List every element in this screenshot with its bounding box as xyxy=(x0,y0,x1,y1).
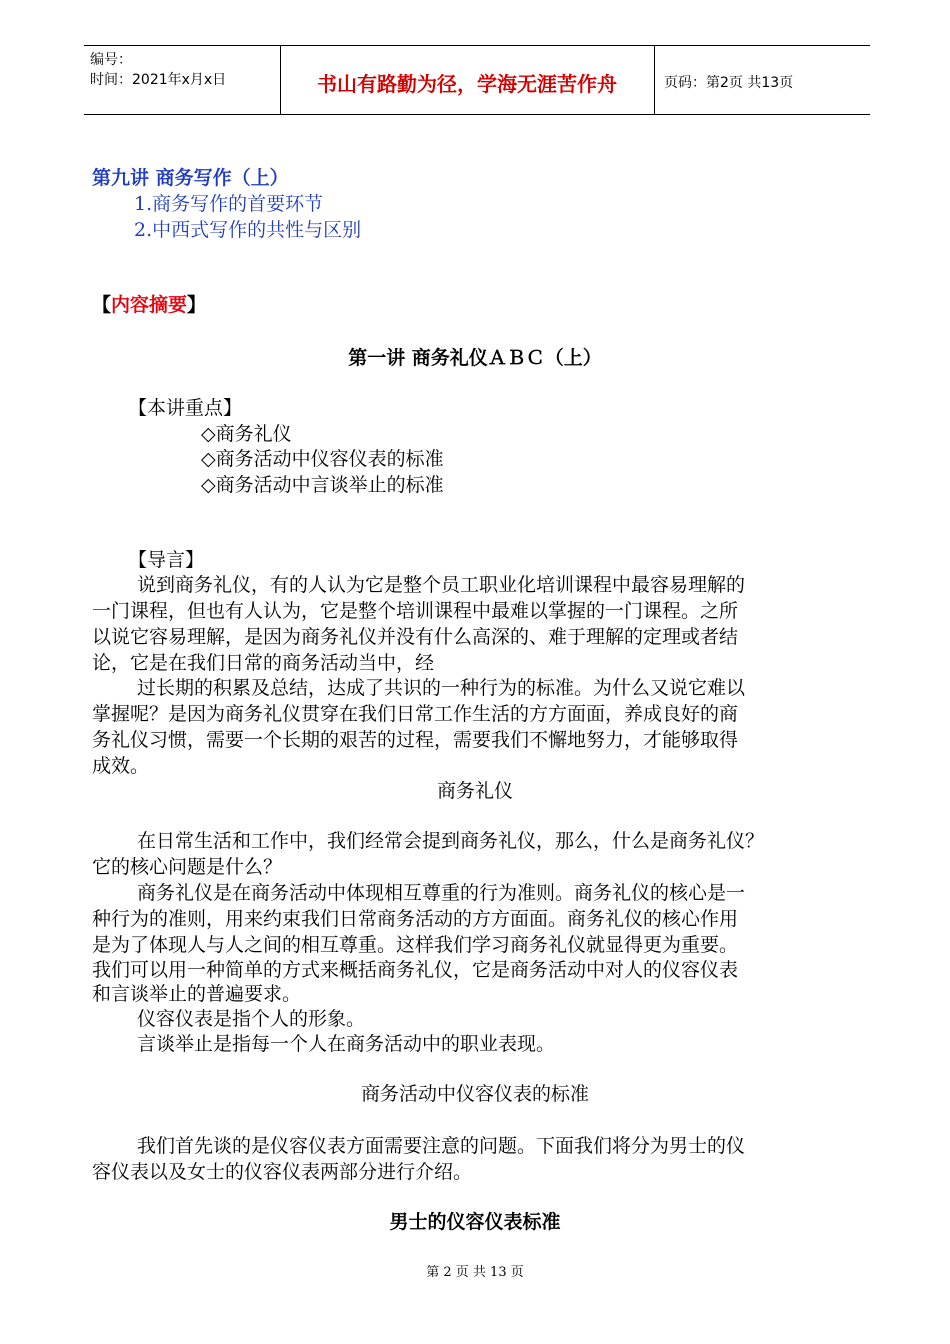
outline-item: 1.商务写作的首要环节 xyxy=(134,193,324,215)
key-point-item: ◇商务礼仪 xyxy=(201,423,292,445)
lecture-title: 第一讲 商务礼仪ＡＢＣ（上） xyxy=(348,347,602,369)
header-number-label: 编号： xyxy=(90,52,132,68)
paragraph-line: 成效。 xyxy=(92,755,150,777)
outline-title: 第九讲 商务写作（上） xyxy=(92,167,289,189)
paragraph-line: 过长期的积累及总结，达成了共识的一种行为的标准。为什么又说它难以 xyxy=(137,677,746,699)
paragraph-line: 言谈举止是指每一个人在商务活动中的职业表现。 xyxy=(137,1033,556,1055)
page-header xyxy=(84,45,870,115)
paragraph-line: 是为了体现人与人之间的相互尊重。这样我们学习商务礼仪就显得更为重要。 xyxy=(92,934,739,956)
summary-label-text: 内容摘要 xyxy=(111,294,188,316)
paragraph-line: 它的核心问题是什么？ xyxy=(92,856,283,878)
paragraph-line: 容仪表以及女士的仪容仪表两部分进行介绍。 xyxy=(92,1161,473,1183)
paragraph-line: 我们首先谈的是仪容仪表方面需要注意的问题。下面我们将分为男士的仪 xyxy=(137,1135,746,1157)
key-point-item: ◇商务活动中言谈举止的标准 xyxy=(201,474,444,496)
summary-bracket-close: 】 xyxy=(187,294,207,316)
page-footer: 第 2 页 共 13 页 xyxy=(426,1265,524,1280)
paragraph-line: 一门课程，但也有人认为，它是整个培训课程中最难以掌握的一门课程。之所 xyxy=(92,600,739,622)
section-heading: 商务礼仪 xyxy=(436,780,513,802)
outline-item: 2.中西式写作的共性与区别 xyxy=(134,219,362,241)
paragraph-line: 仪容仪表是指个人的形象。 xyxy=(137,1008,366,1030)
paragraph-line: 论，它是在我们日常的商务活动当中，经 xyxy=(92,652,435,674)
section-heading: 商务活动中仪容仪表的标准 xyxy=(360,1083,589,1105)
summary-label xyxy=(92,290,206,317)
paragraph-line: 务礼仪习惯，需要一个长期的艰苦的过程，需要我们不懈地努力，才能够取得 xyxy=(92,729,739,751)
paragraph-line: 说到商务礼仪，有的人认为它是整个员工职业化培训课程中最容易理解的 xyxy=(137,574,746,596)
paragraph-line: 商务礼仪是在商务活动中体现相互尊重的行为准则。商务礼仪的核心是一 xyxy=(137,882,746,904)
key-points-label: 【本讲重点】 xyxy=(128,397,243,419)
header-divider xyxy=(654,46,655,114)
paragraph-line: 掌握呢？是因为商务礼仪贯穿在我们日常工作生活的方方面面，养成良好的商 xyxy=(92,703,739,725)
summary-bracket-open: 【 xyxy=(92,294,112,316)
paragraph-line: 以说它容易理解，是因为商务礼仪并没有什么高深的、难于理解的定理或者结 xyxy=(92,626,739,648)
key-point-item: ◇商务活动中仪容仪表的标准 xyxy=(201,448,444,470)
header-left xyxy=(90,50,226,90)
section-heading: 男士的仪容仪表标准 xyxy=(389,1211,561,1233)
intro-label: 【导言】 xyxy=(128,549,205,571)
header-date: 时间：2021年x月x日 xyxy=(90,72,227,88)
paragraph-line: 我们可以用一种简单的方式来概括商务礼仪，它是商务活动中对人的仪容仪表 xyxy=(92,959,739,981)
paragraph-line: 和言谈举止的普遍要求。 xyxy=(92,983,302,1005)
header-page-number: 页码：第2页 共13页 xyxy=(664,75,794,91)
paragraph-line: 在日常生活和工作中，我们经常会提到商务礼仪，那么，什么是商务礼仪？ xyxy=(137,830,765,852)
paragraph-line: 种行为的准则，用来约束我们日常商务活动的方方面面。商务礼仪的核心作用 xyxy=(92,908,739,930)
header-motto: 书山有路勤为径，学海无涯苦作舟 xyxy=(317,72,617,96)
